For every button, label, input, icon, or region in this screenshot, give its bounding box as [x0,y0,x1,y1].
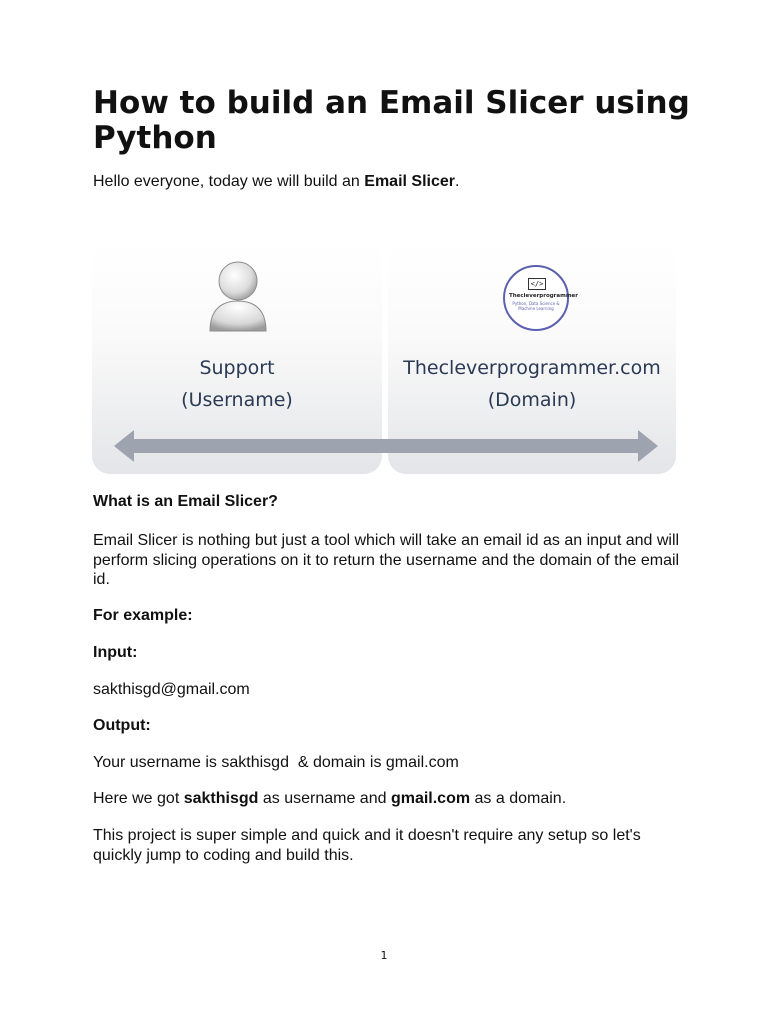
page-number: 1 [380,949,388,962]
result-domain: gmail.com [390,790,471,807]
input-label: Input: [93,644,138,661]
logo-brand-text: Thecleverprogrammer [509,293,578,299]
site-logo-icon [503,265,578,331]
username-panel-title: Support [199,357,275,379]
intro-paragraph [93,172,683,192]
intro-end: . [454,173,460,190]
intro-text: Hello everyone, today we will build an [93,173,365,190]
intro-bold-term: Email Slicer [364,173,455,190]
description-paragraph: Email Slicer is nothing but just a tool which will take an email id as an input and will perform slicing operations on it to return the username and the domain of the email id. [93,532,680,588]
output-value: Your username is sakthisgd & domain is gmail.com [93,754,459,771]
logo-tagline: Python, Data Science & Machine Learning [512,301,560,311]
logo-code-glyph: </> [528,278,546,290]
result-text-1: Here we got [93,790,184,807]
input-value: sakthisgd@gmail.com [93,681,250,698]
output-label: Output: [93,717,151,734]
user-avatar-icon [206,259,270,333]
result-text-2: as username and [258,790,391,807]
closing-paragraph: This project is super simple and quick and it doesn't require any setup so let's quickly jump to coding and build this. [93,827,641,864]
double-arrow-icon [114,429,658,463]
result-username: sakthisgd [183,790,259,807]
email-slicer-diagram [92,243,676,476]
domain-panel-subtitle: (Domain) [487,389,577,411]
example-label: For example: [93,607,193,624]
result-text-3: as a domain. [470,790,567,807]
page-title: How to build an Email Slicer using Python [93,85,690,156]
section-heading: What is an Email Slicer? [93,493,278,510]
username-panel-subtitle: (Username) [181,389,293,411]
domain-panel-title: Thecleverprogrammer.com [403,357,661,379]
result-paragraph [93,789,683,809]
